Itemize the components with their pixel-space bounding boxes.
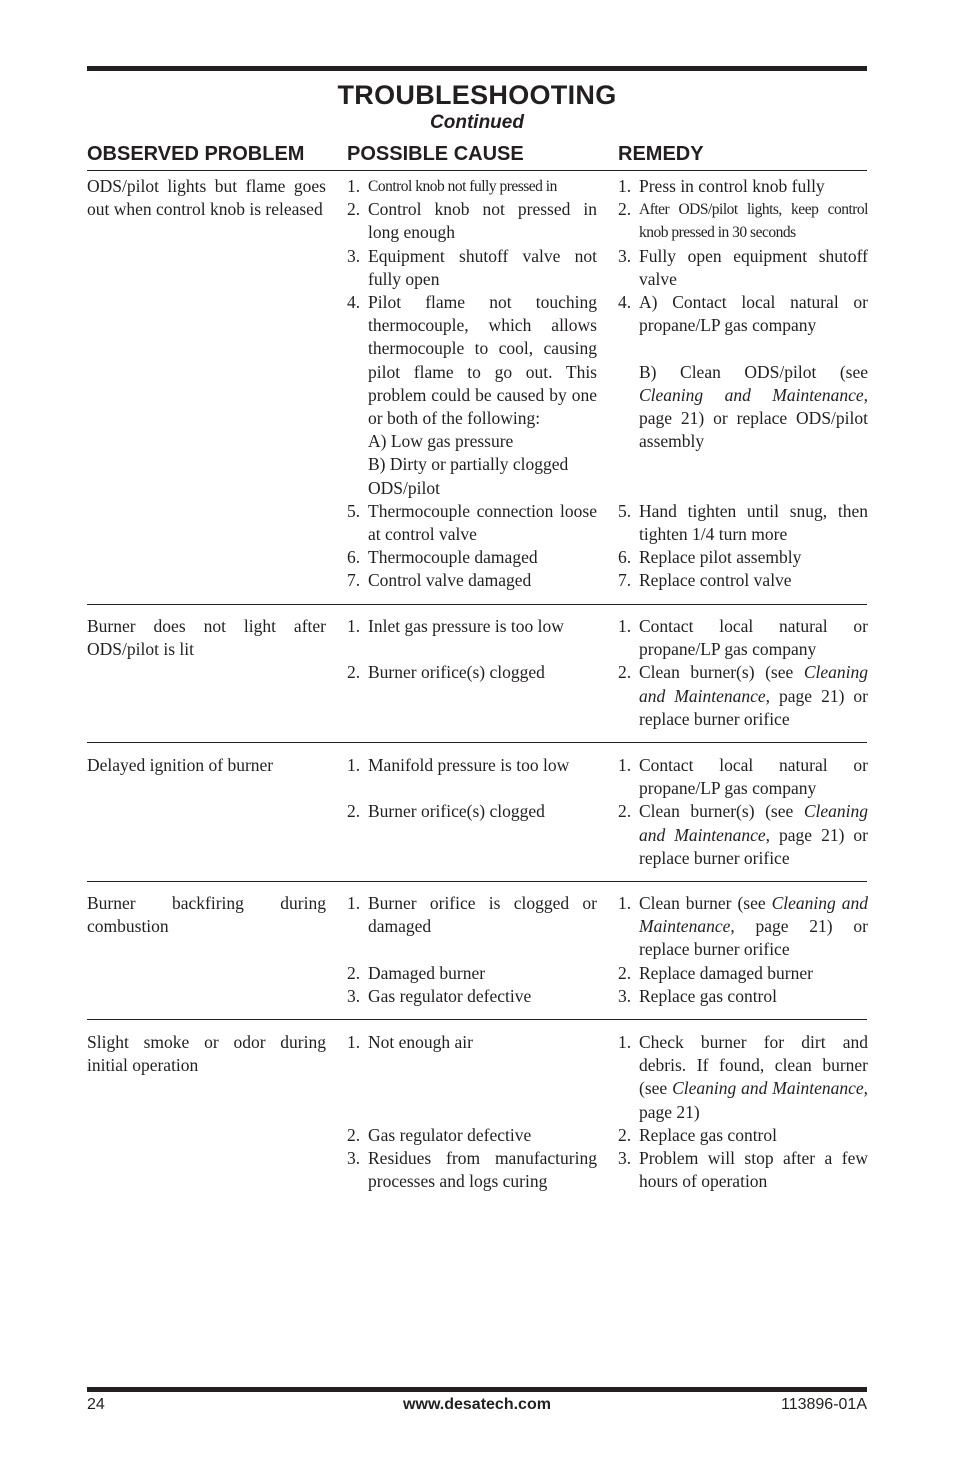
page-number: 24 xyxy=(87,1396,105,1413)
list-item: 1. Not enough air xyxy=(347,1032,473,1052)
row-divider xyxy=(87,742,867,743)
row-divider xyxy=(87,881,867,882)
cause-cell xyxy=(347,615,597,685)
problem-cell: Burner backfiring during combustion xyxy=(87,893,326,937)
list-item: 3. Fully open equipment shutoff valve xyxy=(618,245,868,289)
row-divider xyxy=(87,1019,867,1020)
remedy-cell xyxy=(618,615,868,731)
list-item: 3. Gas regulator defective xyxy=(347,985,532,1006)
list-item: 1. Check burner for dirt and debris. If found, clean burner (see Cleaning and Maintenance, page 21) xyxy=(618,1032,868,1122)
list-item: 2. Replace damaged burner xyxy=(618,962,813,983)
sub-item: B) Dirty or partially clogged ODS/pilot xyxy=(368,454,569,498)
list-item: 3. Equipment shutoff valve not fully open xyxy=(347,245,597,289)
list-item: 4. A) Contact local natural or propane/LP gas company xyxy=(618,292,868,336)
cause-cell xyxy=(347,1031,597,1193)
list-item: 1. Press in control knob fully xyxy=(618,176,825,196)
list-item: 6. Thermocouple damaged xyxy=(347,547,538,568)
website-link[interactable]: www.desatech.com xyxy=(403,1396,551,1413)
column-header-problem: OBSERVED PROBLEM xyxy=(87,143,305,165)
list-item: 2. Control knob not pressed in long enough xyxy=(347,199,597,243)
cause-cell xyxy=(347,892,597,1008)
page-title: TROUBLESHOOTING xyxy=(337,80,617,110)
problem-cell: Slight smoke or odor during initial operation xyxy=(87,1032,326,1076)
list-item: 2. After ODS/pilot lights, keep control knob pressed in 30 seconds xyxy=(618,199,868,242)
column-header-remedy: REMEDY xyxy=(618,143,704,165)
cause-cell xyxy=(347,175,597,593)
list-item: 1. Contact local natural or propane/LP gas company xyxy=(618,755,868,799)
list-item: 7. Replace control valve xyxy=(618,570,792,591)
list-item: 6. Replace pilot assembly xyxy=(618,547,802,568)
list-item: 4. Pilot flame not touching thermocouple, which allows thermocouple to cool, causing pilot flame to go out. This problem could be caused by one or both of the following: xyxy=(347,292,597,429)
list-item: 2. Gas regulator defective xyxy=(347,1124,532,1145)
problem-cell: ODS/pilot lights but flame goes out when control knob is released xyxy=(87,176,326,220)
column-header-cause: POSSIBLE CAUSE xyxy=(347,143,524,165)
page-subtitle: Continued xyxy=(430,112,524,133)
top-rule xyxy=(87,66,867,71)
list-item: 1. Contact local natural or propane/LP gas company xyxy=(618,616,868,660)
list-item: 3. Residues from manufacturing processes and logs curing xyxy=(347,1148,597,1192)
list-item: 7. Control valve damaged xyxy=(347,570,532,591)
list-item: 2. Clean burner(s) (see Cleaning and Maintenance, page 21) or replace burner orifice xyxy=(618,662,868,729)
list-item: 2. Burner orifice(s) clogged xyxy=(347,662,545,683)
remedy-cell xyxy=(618,754,868,870)
problem-cell: Burner does not light after ODS/pilot is lit xyxy=(87,616,326,660)
remedy-cell xyxy=(618,175,868,593)
list-item: 2. Replace gas control xyxy=(618,1124,778,1145)
remedy-cell xyxy=(618,1031,868,1193)
list-item: 2. Damaged burner xyxy=(347,962,486,983)
sub-item: B) Clean ODS/pilot (see Cleaning and Maintenance, page 21) or replace ODS/pilot assembly xyxy=(639,361,868,452)
list-item: 3. Problem will stop after a few hours of operation xyxy=(618,1148,868,1192)
bottom-rule xyxy=(87,1387,867,1392)
list-item: 5. Thermocouple connection loose at control valve xyxy=(347,500,597,545)
list-item: 3. Replace gas control xyxy=(618,985,778,1006)
cause-cell xyxy=(347,754,597,824)
header-divider xyxy=(87,170,867,171)
remedy-cell xyxy=(618,892,868,1008)
list-item: 1. Clean burner (see Cleaning and Maintenance, page 21) or replace burner orifice xyxy=(618,893,868,960)
list-item: 1. Burner orifice is clogged or damaged xyxy=(347,893,597,937)
list-item: 2. Burner orifice(s) clogged xyxy=(347,801,545,822)
row-divider xyxy=(87,604,867,605)
list-item: 1. Control knob not fully pressed in xyxy=(347,176,557,196)
list-item: 1. Manifold pressure is too low xyxy=(347,755,570,775)
problem-cell: Delayed ignition of burner xyxy=(87,755,274,775)
document-code: 113896-01A xyxy=(781,1396,867,1413)
sub-item: A) Low gas pressure xyxy=(368,431,514,452)
list-item: 1. Inlet gas pressure is too low xyxy=(347,616,564,636)
list-item: 5. Hand tighten until snug, then tighten 1/4 turn more xyxy=(618,500,868,545)
list-item: 2. Clean burner(s) (see Cleaning and Maintenance, page 21) or replace burner orifice xyxy=(618,801,868,868)
